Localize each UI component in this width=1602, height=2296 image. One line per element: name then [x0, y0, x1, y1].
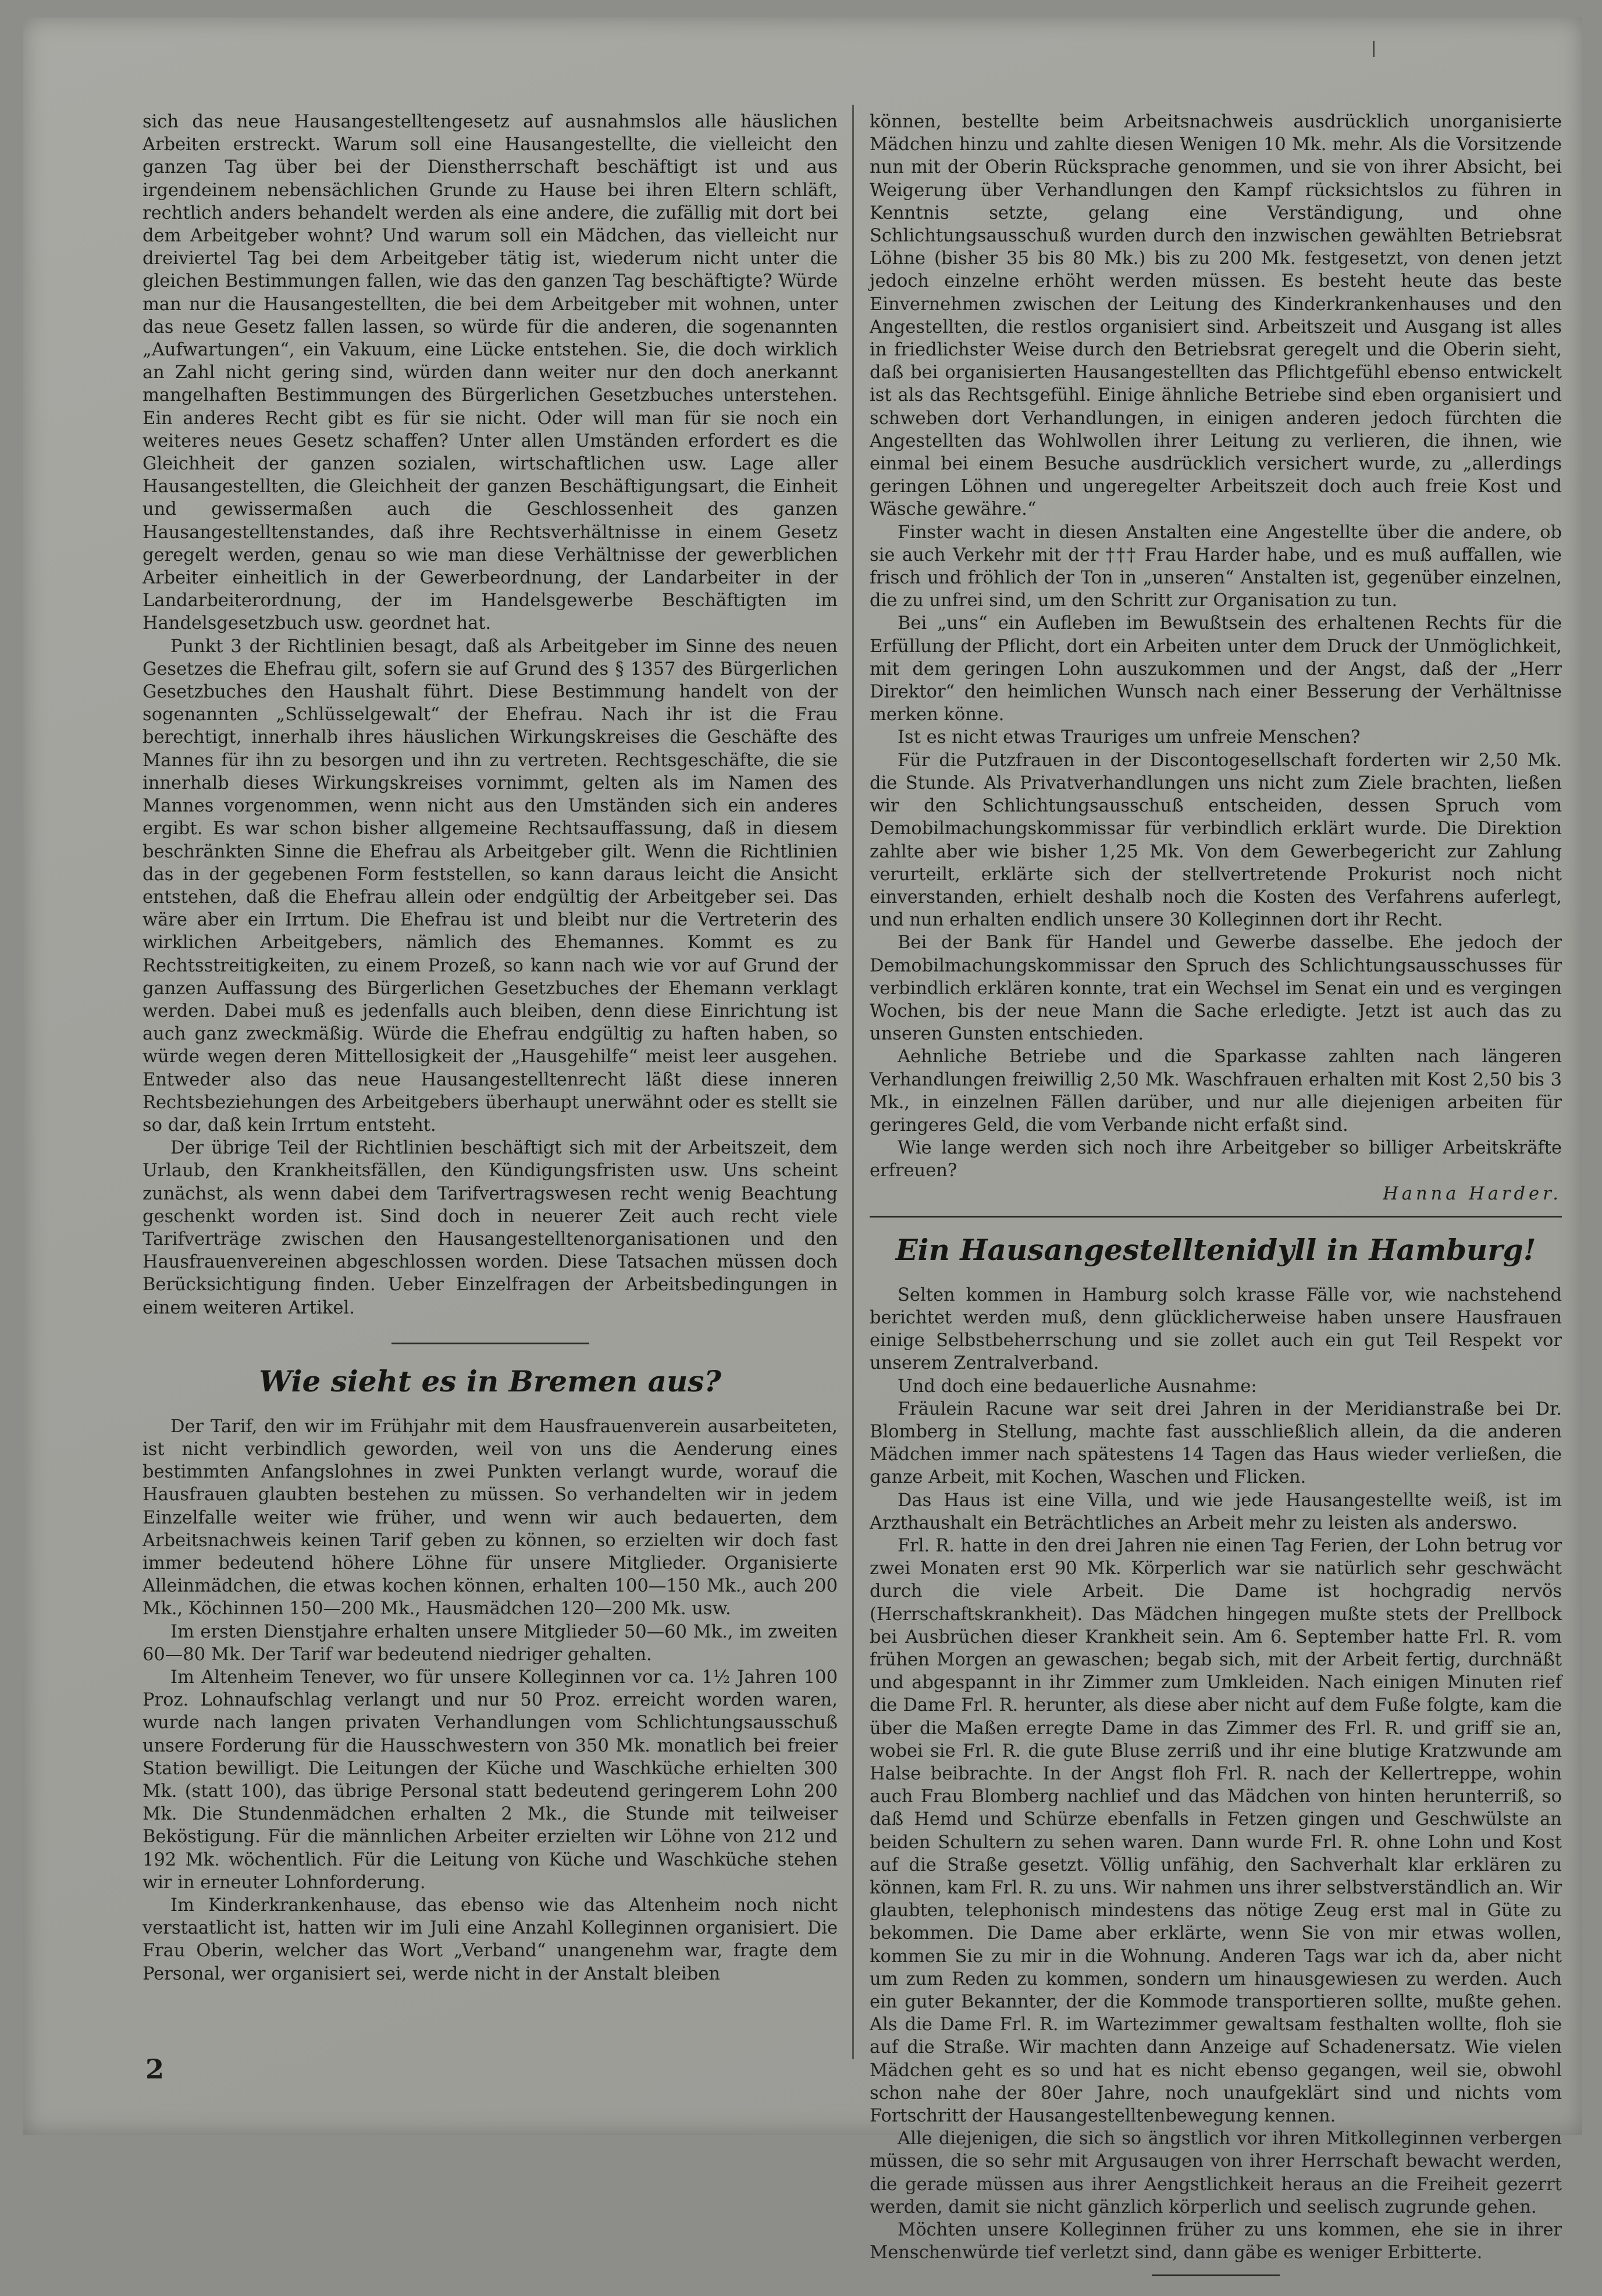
author-signature: Hanna Harder. — [1383, 1183, 1562, 1204]
article-paragraph: Im ersten Dienstjahre erhalten unsere Mitglieder 50—60 Mk., im zweiten 60—80 Mk. Der Tarif war bedeutend niedriger gehalten. — [143, 1621, 838, 1665]
section-divider — [1152, 2274, 1280, 2276]
article-paragraph: Finster wacht in diesen Anstalten eine Angestellte über die andere, ob sie auch Verkehr mit der ††† Frau Harder habe, und es muß auffallen, wie frisch und fröhlich der Ton in „unseren“ Anstalten ist, gegenüber einzelnen, die zu unfrei sind, um den Schritt zur Organisation zu tun. — [870, 522, 1562, 611]
article-paragraph: Und doch eine bedauerliche Ausnahme: — [898, 1376, 1257, 1397]
article-paragraph: Punkt 3 der Richtlinien besagt, daß als Arbeitgeber im Sinne des neuen Gesetzes die Ehefrau gilt, sofern sie auf Grund des § 1357 des Bürgerlichen Gesetzbuches den Haushalt führt. Diese Bestimmung handelt von der sogenannten „Schlüsselgewalt“ der Ehefrau. Nach ihr ist die Frau berechtigt, innerhalb ihres häuslichen Wirkungskreises die Geschäfte des Mannes für ihn zu besorgen und ihn zu vertreten. Rechtsgeschäfte, die sie innerhalb dieses Wirkungskreises vornimmt, gelten als im Namen des Mannes vorgenommen, wenn nicht aus den Umständen sich ein anderes ergibt. Es war schon bisher allgemeine Rechtsauffassung, daß in diesem beschränkten Sinne die Ehefrau als Arbeitgeber gilt. Wenn die Richtlinien das in der gegebenen Form feststellen, so kann daraus leicht die Ansicht entstehen, daß die Ehefrau allein oder endgültig der Arbeitgeber sei. Das wäre aber ein Irrtum. Die Ehefrau ist und bleibt nur die Vertreterin des wirklichen Arbeitgebers, nämlich des Ehemannes. Kommt es zu Rechtsstreitigkeiten, zu einem Prozeß, so kann nach wie vor auf Grund der ganzen Auffassung des Bürgerlichen Gesetzbuches der Ehemann verklagt werden. Dabei muß es jedenfalls auch bleiben, denn diese Einrichtung ist auch ganz zweckmäßig. Würde die Ehefrau endgültig zu haften haben, so würde wegen deren Mittellosigkeit der „Hausgehilfe“ meist leer ausgehen. Entweder also das neue Hausangestelltenrecht läßt diese inneren Rechtsbeziehungen des Arbeitgebers überhaupt unerwähnt oder es stellt sie so dar, daß kein Irrtum entsteht. — [143, 636, 838, 1135]
article-paragraph: Bei der Bank für Handel und Gewerbe dasselbe. Ehe jedoch der Demobilmachungskommissar den Spruch des Schlichtungsausschusses für verbindlich erklären konnte, trat ein Wechsel im Senat ein und es vergingen Wochen, bis der neue Mann die Sache erledigte. Jetzt ist auch das zu unseren Gunsten entschieden. — [870, 932, 1562, 1045]
article-paragraph: können, bestellte beim Arbeitsnachweis ausdrücklich unorganisierte Mädchen hinzu und zahlte diesen Wenigen 10 Mk. mehr. Als die Vorsitzende nun mit der Oberin Rücksprache genommen, und sie von ihrer Absicht, bei Weigerung über Verhandlungen den Kampf rücksichtslos zu führen in Kenntnis setzte, gelang eine Verständigung, und ohne Schlichtungsausschuß wurden durch den inzwischen gewählten Betriebsrat Löhne (bisher 35 bis 80 Mk.) bis zu 200 Mk. festgesetzt, von denen jetzt jedoch einzelne erhöht werden müssen. Es besteht heute das beste Einvernehmen zwischen der Leitung des Kinderkrankenhauses und den Angestellten, die restlos organisiert sind. Arbeitszeit und Ausgang ist alles in friedlichster Weise durch den Betriebsrat geregelt und die Oberin sieht, daß bei organisierten Hausangestellten das Pflichtgefühl ebenso entwickelt ist als das Rechtsgefühl. Einige ähnliche Betriebe sind eben organisiert und schweben dort Verhandlungen, in einigen anderen jedoch fürchten die Angestellten das Wohlwollen ihrer Leitung zu verlieren, die ihnen, wie einmal bei einem Besuche ausdrücklich versichert wurde, zu „allerdings geringen Löhnen und ungeregelter Arbeitszeit doch auch freie Kost und Wäsche gewähre.“ — [870, 112, 1562, 520]
section-divider — [870, 1216, 1562, 1218]
article-paragraph: Für die Putzfrauen in der Discontogesellschaft forderten wir 2,50 Mk. die Stunde. Als Privatverhandlungen uns nicht zum Ziele brachten, ließen wir den Schlichtungsausschuß entscheiden, dessen Spruch vom Demobilmachungskommissar für verbindlich erklärt wurde. Die Direktion zahlte aber wie bisher 1,25 Mk. Von dem Gewerbegericht zur Zahlung verurteilt, erklärte sich der stellvertretende Prokurist noch nicht einverstanden, erhielt deshalb noch die Kosten des Verfahrens auferlegt, und nun erhalten endlich unsere 30 Kolleginnen dort ihr Recht. — [870, 750, 1562, 931]
article-paragraph: Selten kommen in Hamburg solch krasse Fälle vor, wie nachstehend berichtet werden muß, denn glücklicherweise haben unsere Hausfrauen einige Selbstbeherrschung und sie zollet auch ein gut Teil Respekt vor unserem Zentralverband. — [870, 1284, 1562, 1374]
article-paragraph: Aehnliche Betriebe und die Sparkasse zahlten nach längeren Verhandlungen freiwillig 2,50 Mk. Waschfrauen erhalten mit Kost 2,50 bis 3 Mk., in einzelnen Fällen darüber, und nur alle diejenigen arbeiten für geringeres Geld, die vom Verbande nicht erfaßt sind. — [870, 1046, 1562, 1135]
article-paragraph: Im Altenheim Tenever, wo für unsere Kolleginnen vor ca. 1½ Jahren 100 Proz. Lohnaufschlag verlangt und nur 50 Proz. erreicht worden waren, wurde nach langen privaten Verhandlungen vom Schlichtungsausschuß unsere Forderung für die Hausschwestern von 350 Mk. monatlich bei freier Station bewilligt. Die Leitungen der Küche und Waschküche erhielten 300 Mk. (statt 100), das übrige Personal statt bedeutend geringerem Lohn 200 Mk. Die Stundenmädchen erhalten 2 Mk., die Stunde mit teilweiser Beköstigung. Für die männlichen Arbeiter erzielten wir Löhne von 212 und 192 Mk. wöchentlich. Für die Leitung von Küche und Waschküche stehen wir in erneuter Lohnforderung. — [143, 1667, 838, 1893]
right-column — [870, 111, 1562, 2296]
section-divider — [391, 1343, 589, 1344]
article-paragraph: Ist es nicht etwas Trauriges um unfreie Menschen? — [898, 727, 1361, 748]
article-paragraph: Der Tarif, den wir im Frühjahr mit dem Hausfrauenverein ausarbeiteten, ist nicht verbindlich geworden, weil von uns die Aenderung eines bestimmten Anfangslohnes in zwei Punkten verlangt wurde, worauf die Hausfrauen glaubten bestehen zu müssen. So verhandelten wir in jedem Einzelfalle weiter wie früher, und wenn wir auch bedauerten, dem Arbeitsnachweis keinen Tarif geben zu können, so erzielten wir doch fast immer bedeutend höhere Löhne für unsere Mitglieder. Organisierte Alleinmädchen, die etwas kochen können, erhalten 100—150 Mk., auch 200 Mk., Köchinnen 150—200 Mk., Hausmädchen 120—200 Mk. usw. — [143, 1416, 838, 1619]
article-paragraph: Bei „uns“ ein Aufleben im Bewußtsein des erhaltenen Rechts für die Erfüllung der Pflicht, dort ein Arbeiten unter dem Druck der Unmöglichkeit, mit dem geringen Lohn auszukommen und der Angst, daß der „Herr Direktor“ den heimlichen Wunsch nach einer Besserung der Verhältnisse merken könne. — [870, 613, 1562, 725]
article-paragraph: Frl. R. hatte in den drei Jahren nie einen Tag Ferien, der Lohn betrug vor zwei Monaten erst 90 Mk. Körperlich war sie natürlich sehr geschwächt durch die viele Arbeit. Die Dame ist hochgradig nervös (Herrschaftskrankheit). Das Mädchen hingegen mußte stets der Prellbock bei Ausbrüchen dieser Krankheit sein. Am 6. September hatte Frl. R. vom frühen Morgen an gewaschen; begab sich, mit der Arbeit fertig, durchnäßt und abgespannt in ihr Zimmer zum Umkleiden. Nach einigen Minuten rief die Dame Frl. R. herunter, als diese aber nicht auf dem Fuße folgte, kam die über die Maßen erregte Dame in das Zimmer des Frl. R. und griff sie an, wobei sie Frl. R. die gute Bluse zerriß und ihr eine blutige Kratzwunde am Halse beibrachte. In der Angst floh Frl. R. nach der Kellertreppe, wohin auch Frau Blomberg nachlief und das Mädchen von hinten herunterriß, so daß Hemd und Schürze ebenfalls in Fetzen gingen und Geschwülste an beiden Schultern zu sehen waren. Dann wurde Frl. R. ohne Lohn und Kost auf die Straße gesetzt. Völlig unfähig, den Sachverhalt klar erklären zu können, kam Frl. R. zu uns. Wir nahmen uns ihrer selbstverständlich an. Wir glaubten, telephonisch mindestens das nötige Zeug erst mal in Güte zu bekommen. Die Dame aber erklärte, wenn Sie von mir etwas wollen, kommen Sie zu mir in die Wohnung. Anderen Tags war ich da, aber nicht um zum Reden zu kommen, sondern um hinausgewiesen zu werden. Auch ein guter Bekannter, der die Kommode transportieren sollte, mußte gehen. Als die Dame Frl. R. im Wartezimmer gewaltsam festhalten wollte, floh sie auf die Straße. Wir machten dann Anzeige auf Schadenersatz. Wie vielen Mädchen geht es so und hat es nicht ebenso gegangen, weil sie, obwohl schon nahe der 80er Jahre, noch unaufgeklärt sind und nichts vom Fortschritt der Hausangestelltenbewegung kennen. — [870, 1535, 1562, 2127]
article-paragraph: Alle diejenigen, die sich so ängstlich vor ihren Mitkolleginnen verbergen müssen, die so sehr mit Argusaugen von ihrer Herrschaft bewacht werden, die gerade müssen aus ihrer Aengstlichkeit heraus an die Freiheit gezerrt werden, damit sie nicht gänzlich körperlich und seelisch zugrunde gehen. — [870, 2128, 1562, 2217]
print-mark — [1373, 41, 1375, 57]
article-paragraph: Der übrige Teil der Richtlinien beschäftigt sich mit der Arbeitszeit, dem Urlaub, den Krankheitsfällen, den Kündigungsfristen usw. Uns scheint zunächst, als wenn dabei dem Tarifvertragswesen recht wenig Beachtung geschenkt worden ist. Sind doch in neuerer Zeit auch recht viele Tarifverträge zwischen den Hausangestelltenorganisationen und den Hausfrauenvereinen abgeschlossen worden. Diese Tatsachen müssen doch Berücksichtigung finden. Ueber Einzelfragen der Arbeitsbedingungen in einem weiteren Artikel. — [143, 1138, 838, 1318]
article-paragraph: Wie lange werden sich noch ihre Arbeitgeber so billiger Arbeitskräfte erfreuen? — [870, 1138, 1562, 1181]
column-rule — [852, 105, 854, 2059]
article-paragraph: Das Haus ist eine Villa, und wie jede Hausangestellte weiß, ist im Arzthaushalt ein Beträchtliches an Arbeit mehr zu leisten als anderswo. — [870, 1490, 1562, 1533]
article-paragraph: Fräulein Racune war seit drei Jahren in der Meridianstraße bei Dr. Blomberg in Stellung, machte fast ausschließlich allein, da die anderen Mädchen immer nach spätestens 14 Tagen das Haus wieder verließen, die ganze Arbeit, mit Kochen, Waschen und Flicken. — [870, 1398, 1562, 1488]
article-paragraph: sich das neue Hausangestelltengesetz auf ausnahmslos alle häuslichen Arbeiten erstreckt. Warum soll eine Hausangestellte, die vielleicht den ganzen Tag über bei der Dienstherrschaft beschäftigt ist und aus irgendeinem nebensächlichen Grunde zu Hause bei ihren Eltern schläft, rechtlich anders behandelt werden als eine andere, die zufällig mit dort bei dem Arbeitgeber wohnt? Und warum soll ein Mädchen, das vielleicht nur dreiviertel Tag bei dem Arbeitgeber tätig ist, wiederum nicht unter die gleichen Bestimmungen fallen, wie das den ganzen Tag beschäftigte? Würde man nur die Hausangestellten, die bei dem Arbeitgeber mit wohnen, unter das neue Gesetz fallen lassen, so würde für die anderen, die sogenannten „Aufwartungen“, ein Vakuum, eine Lücke entstehen. Sie, die doch wirklich an Zahl nicht gering sind, würden dann weiter nur den doch anerkannt mangelhaften Bestimmungen des Bürgerlichen Gesetzbuches unterstehen. Ein anderes Recht gibt es für sie nicht. Oder will man für sie noch ein weiteres neues Gesetz schaffen? Unter allen Umständen erfordert es die Gleichheit der ganzen sozialen, wirtschaftlichen usw. Lage aller Hausangestellten, die Gleichheit der ganzen Beschäftigungsart, die Einheit und gewissermaßen auch die Geschlossenheit des ganzen Hausangestelltenstandes, daß ihre Rechtsverhältnisse in einem Gesetz geregelt werden, genau so wie man diese Verhältnisse der gewerblichen Arbeiter einheitlich in der Gewerbeordnung, der Landarbeiter in der Landarbeiterordnung, der im Handelsgewerbe Beschäftigten im Handelsgesetzbuch usw. geordnet hat. — [143, 112, 838, 634]
hamburg-article-title: Ein Hausangestelltenidyll in Hamburg! — [895, 1232, 1536, 1267]
newspaper-page — [23, 17, 1582, 2263]
page-number: 2 — [145, 2053, 165, 2085]
left-column — [143, 111, 838, 1985]
bremen-article-title: Wie sieht es in Bremen aus? — [259, 1364, 721, 1398]
article-paragraph: Möchten unsere Kolleginnen früher zu uns kommen, ehe sie in ihrer Menschenwürde tief verletzt sind, dann gäbe es weniger Erbitterte. — [870, 2220, 1562, 2263]
article-paragraph: Im Kinderkrankenhause, das ebenso wie das Altenheim noch nicht verstaatlicht ist, hatten wir im Juli eine Anzahl Kolleginnen organisiert. Die Frau Oberin, welcher das Wort „Verband“ unangenehm war, fragte dem Personal, wer organisiert sei, werde nicht in der Anstalt bleiben — [143, 1895, 838, 1984]
